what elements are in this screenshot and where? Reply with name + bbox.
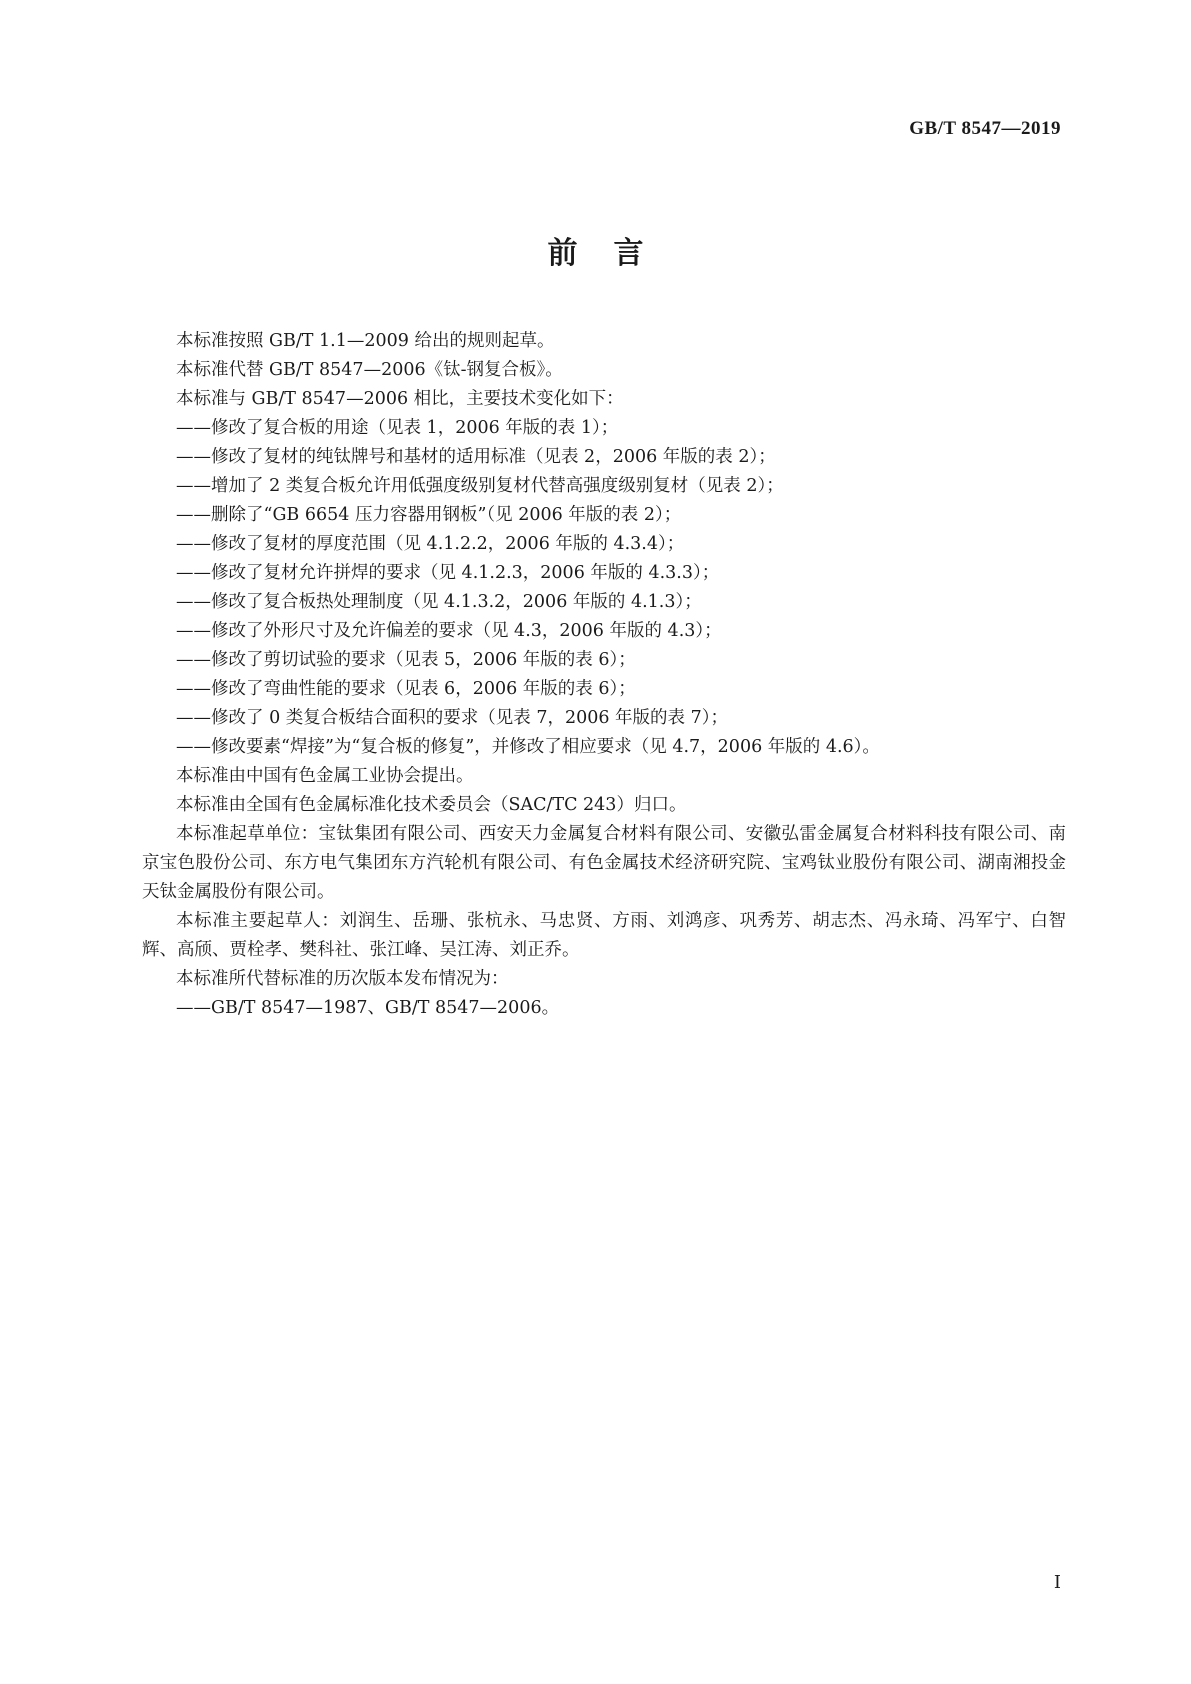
change-item: ——增加了 2 类复合板允许用低强度级别复材代替高强度级别复材（见表 2）； (176, 476, 784, 496)
paragraph-replaces: 本标准代替 GB/T 8547—2006《钛-钢复合板》。 (176, 360, 563, 380)
history-item: ——GB/T 8547—1987、GB/T 8547—2006。 (176, 998, 560, 1018)
change-item: ——修改了复材的纯钛牌号和基材的适用标准（见表 2，2006 年版的表 2）； (176, 447, 776, 467)
paragraph-proposer: 本标准由中国有色金属工业协会提出。 (176, 766, 474, 786)
change-item: ——修改了复材的厚度范围（见 4.1.2.2，2006 年版的 4.3.4）； (176, 534, 685, 554)
paragraph-drafting-rules: 本标准按照 GB/T 1.1—2009 给出的规则起草。 (176, 331, 555, 351)
paragraph-drafters: 本标准主要起草人：刘润生、岳珊、张杭永、马忠贤、方雨、刘鸿彦、巩秀芳、胡志杰、冯永琦、冯军宁、白智辉、高颀、贾栓孝、樊科社、张江峰、吴江涛、刘正乔。 (142, 911, 1066, 960)
change-item: ——修改了复材允许拼焊的要求（见 4.1.2.3，2006 年版的 4.3.3）； (176, 563, 720, 583)
change-item: ——修改要素“焊接”为“复合板的修复”，并修改了相应要求（见 4.7，2006 年版的 4.6）。 (176, 737, 880, 757)
paragraph-history-intro: 本标准所代替标准的历次版本发布情况为： (176, 969, 509, 989)
change-item: ——修改了 0 类复合板结合面积的要求（见表 7，2006 年版的表 7）； (176, 708, 729, 728)
change-item: ——修改了外形尺寸及允许偏差的要求（见 4.3，2006 年版的 4.3）； (176, 621, 722, 641)
paragraph-committee: 本标准由全国有色金属标准化技术委员会（SAC/TC 243）归口。 (176, 795, 687, 815)
change-item: ——修改了弯曲性能的要求（见表 6，2006 年版的表 6）； (176, 679, 636, 699)
change-item: ——删除了“GB 6654 压力容器用钢板”（见 2006 年版的表 2）； (176, 505, 682, 525)
page-title: 前言 (547, 236, 680, 271)
foreword-body (142, 327, 1066, 1023)
standard-code: GB/T 8547—2019 (909, 118, 1061, 139)
paragraph-drafting-units: 本标准起草单位：宝钛集团有限公司、西安天力金属复合材料有限公司、安徽弘雷金属复合材料科技有限公司、南京宝色股份公司、东方电气集团东方汽轮机有限公司、有色金属技术经济研究院、宝鸡钛业股份有限公司、湖南湘投金天钛金属股份有限公司。 (142, 824, 1066, 902)
change-item: ——修改了复合板热处理制度（见 4.1.3.2，2006 年版的 4.1.3）； (176, 592, 702, 612)
change-item: ——修改了复合板的用途（见表 1，2006 年版的表 1）； (176, 418, 619, 438)
paragraph-changes-intro: 本标准与 GB/T 8547—2006 相比，主要技术变化如下： (176, 389, 624, 409)
change-item: ——修改了剪切试验的要求（见表 5，2006 年版的表 6）； (176, 650, 636, 670)
page-number: I (1053, 1572, 1061, 1593)
